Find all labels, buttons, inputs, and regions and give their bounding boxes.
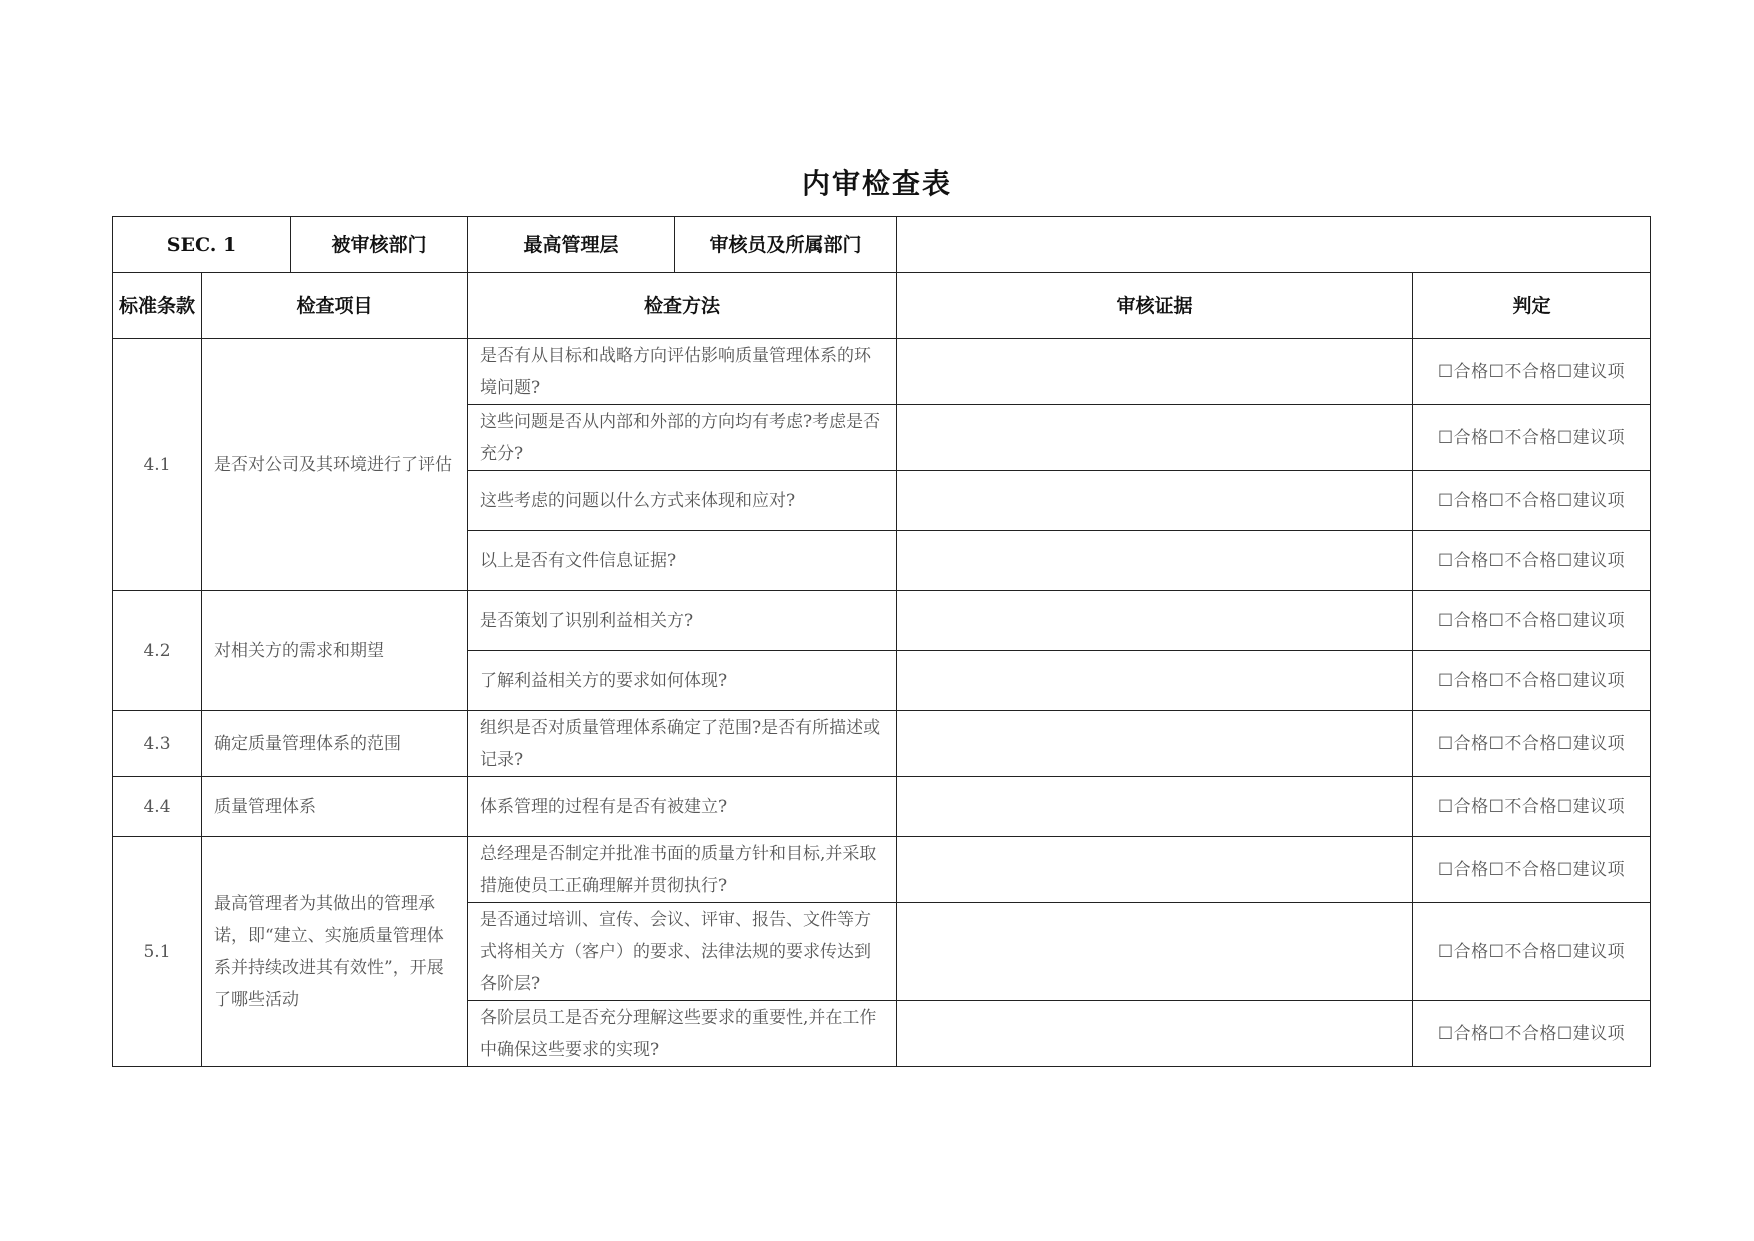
judgement-option-checkbox[interactable]: ☐不合格 <box>1488 941 1557 962</box>
judgement-option-checkbox[interactable]: ☐不合格 <box>1488 670 1557 691</box>
judgement-option-checkbox[interactable]: ☐建议项 <box>1556 427 1626 448</box>
method-cell: 这些考虑的问题以什么方式来体现和应对? <box>468 471 897 531</box>
clause-cell: 4.2 <box>113 591 202 711</box>
judgement-option-checkbox[interactable]: ☐合格 <box>1437 796 1489 817</box>
judgement-option-checkbox[interactable]: ☐不合格 <box>1488 610 1557 631</box>
clause-cell: 4.4 <box>113 777 202 837</box>
method-cell: 体系管理的过程有是否有被建立? <box>468 777 897 837</box>
method-cell: 各阶层员工是否充分理解这些要求的重要性,并在工作中确保这些要求的实现? <box>468 1001 897 1067</box>
evidence-cell[interactable] <box>897 903 1413 1001</box>
clause-cell: 4.3 <box>113 711 202 777</box>
audit-checklist-table <box>112 216 1651 1067</box>
auditor-value[interactable] <box>897 217 1651 273</box>
evidence-cell[interactable] <box>897 339 1413 405</box>
judgement-option-checkbox[interactable]: ☐建议项 <box>1556 1023 1626 1044</box>
sec-label: SEC. 1 <box>113 217 291 273</box>
judgement-option-checkbox[interactable]: ☐合格 <box>1437 733 1489 754</box>
evidence-cell[interactable] <box>897 651 1413 711</box>
table-row <box>113 339 1651 405</box>
judgement-option-checkbox[interactable]: ☐合格 <box>1437 361 1489 382</box>
item-cell: 最高管理者为其做出的管理承诺，即“建立、实施质量管理体系并持续改进其有效性”，开展了哪些活动 <box>202 837 468 1067</box>
judgement-option-checkbox[interactable]: ☐不合格 <box>1488 796 1557 817</box>
col-judgement: 判定 <box>1413 273 1651 339</box>
judgement-option-checkbox[interactable]: ☐建议项 <box>1556 733 1626 754</box>
auditor-label: 审核员及所属部门 <box>675 217 897 273</box>
table-row <box>113 837 1651 903</box>
evidence-cell[interactable] <box>897 405 1413 471</box>
judgement-cell <box>1413 471 1651 531</box>
judgement-option-checkbox[interactable]: ☐建议项 <box>1556 610 1626 631</box>
method-cell: 总经理是否制定并批准书面的质量方针和目标,并采取措施使员工正确理解并贯彻执行? <box>468 837 897 903</box>
judgement-option-checkbox[interactable]: ☐不合格 <box>1488 733 1557 754</box>
col-evidence: 审核证据 <box>897 273 1413 339</box>
judgement-option-checkbox[interactable]: ☐合格 <box>1437 550 1489 571</box>
page-title: 内审检查表 <box>801 167 952 200</box>
judgement-cell <box>1413 339 1651 405</box>
judgement-cell <box>1413 903 1651 1001</box>
judgement-option-checkbox[interactable]: ☐建议项 <box>1556 796 1626 817</box>
dept-label: 被审核部门 <box>291 217 468 273</box>
judgement-option-checkbox[interactable]: ☐合格 <box>1437 670 1489 691</box>
table-row <box>113 711 1651 777</box>
judgement-option-checkbox[interactable]: ☐建议项 <box>1556 670 1626 691</box>
dept-value: 最高管理层 <box>468 217 675 273</box>
judgement-option-checkbox[interactable]: ☐建议项 <box>1556 550 1626 571</box>
column-header-row <box>113 273 1651 339</box>
judgement-cell <box>1413 591 1651 651</box>
judgement-cell <box>1413 405 1651 471</box>
col-item: 检查项目 <box>202 273 468 339</box>
item-cell: 对相关方的需求和期望 <box>202 591 468 711</box>
judgement-cell <box>1413 837 1651 903</box>
table-row <box>113 777 1651 837</box>
evidence-cell[interactable] <box>897 591 1413 651</box>
col-clause: 标准条款 <box>113 273 202 339</box>
clause-cell: 4.1 <box>113 339 202 591</box>
judgement-option-checkbox[interactable]: ☐建议项 <box>1556 941 1626 962</box>
judgement-option-checkbox[interactable]: ☐不合格 <box>1488 1023 1557 1044</box>
judgement-option-checkbox[interactable]: ☐不合格 <box>1488 550 1557 571</box>
method-cell: 这些问题是否从内部和外部的方向均有考虑?考虑是否充分? <box>468 405 897 471</box>
evidence-cell[interactable] <box>897 711 1413 777</box>
judgement-option-checkbox[interactable]: ☐合格 <box>1437 1023 1489 1044</box>
item-cell: 质量管理体系 <box>202 777 468 837</box>
judgement-option-checkbox[interactable]: ☐不合格 <box>1488 361 1557 382</box>
judgement-option-checkbox[interactable]: ☐合格 <box>1437 610 1489 631</box>
judgement-option-checkbox[interactable]: ☐建议项 <box>1556 361 1626 382</box>
judgement-option-checkbox[interactable]: ☐合格 <box>1437 859 1489 880</box>
col-method: 检查方法 <box>468 273 897 339</box>
method-cell: 是否策划了识别利益相关方? <box>468 591 897 651</box>
judgement-cell <box>1413 777 1651 837</box>
item-cell: 确定质量管理体系的范围 <box>202 711 468 777</box>
table-row <box>113 591 1651 651</box>
judgement-option-checkbox[interactable]: ☐建议项 <box>1556 490 1626 511</box>
method-cell: 了解利益相关方的要求如何体现? <box>468 651 897 711</box>
item-cell: 是否对公司及其环境进行了评估 <box>202 339 468 591</box>
evidence-cell[interactable] <box>897 777 1413 837</box>
method-cell: 是否有从目标和战略方向评估影响质量管理体系的环境问题? <box>468 339 897 405</box>
method-cell: 组织是否对质量管理体系确定了范围?是否有所描述或记录? <box>468 711 897 777</box>
judgement-option-checkbox[interactable]: ☐不合格 <box>1488 427 1557 448</box>
judgement-option-checkbox[interactable]: ☐合格 <box>1437 427 1489 448</box>
judgement-option-checkbox[interactable]: ☐合格 <box>1437 490 1489 511</box>
judgement-option-checkbox[interactable]: ☐合格 <box>1437 941 1489 962</box>
judgement-option-checkbox[interactable]: ☐不合格 <box>1488 490 1557 511</box>
evidence-cell[interactable] <box>897 1001 1413 1067</box>
judgement-option-checkbox[interactable]: ☐不合格 <box>1488 859 1557 880</box>
evidence-cell[interactable] <box>897 471 1413 531</box>
judgement-cell <box>1413 651 1651 711</box>
judgement-option-checkbox[interactable]: ☐建议项 <box>1556 859 1626 880</box>
judgement-cell <box>1413 531 1651 591</box>
judgement-cell <box>1413 1001 1651 1067</box>
judgement-cell <box>1413 711 1651 777</box>
clause-cell: 5.1 <box>113 837 202 1067</box>
evidence-cell[interactable] <box>897 531 1413 591</box>
method-cell: 是否通过培训、宣传、会议、评审、报告、文件等方式将相关方（客户）的要求、法律法规的要求传达到各阶层? <box>468 903 897 1001</box>
method-cell: 以上是否有文件信息证据? <box>468 531 897 591</box>
evidence-cell[interactable] <box>897 837 1413 903</box>
header-info-row <box>113 217 1651 273</box>
